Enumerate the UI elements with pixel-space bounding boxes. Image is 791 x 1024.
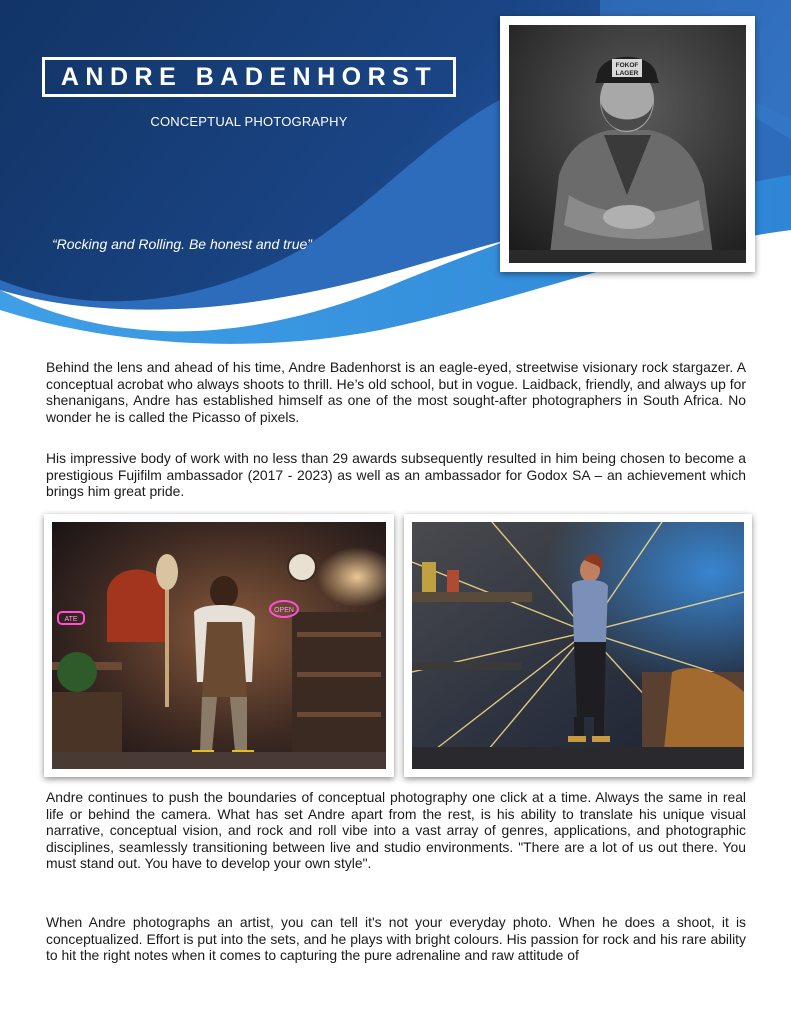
portrait-image [509,25,746,263]
body-paragraph-2: His impressive body of work with no less than 29 awards subsequently resulted in him being chosen to become a prestigious Fujifilm ambassador (2017 - 2023) as well as an ambassador for Godox SA – an achievement which brings him great pride. [46,450,746,500]
body-paragraph-1: Behind the lens and ahead of his time, Andre Badenhorst is an eagle-eyed, streetwise visionary rock stargazer. A conceptual acrobat who always shoots to thrill. He’s old school, but in vogue. Laidback, friendly, and always up for shenanigans, Andre has established himself as one of the most sought-after photographers in South Africa. No wonder he is called the Picasso of pixels. [46,359,746,425]
photo-pizza-chef [44,514,394,777]
body-paragraph-3: Andre continues to push the boundaries of conceptual photography one click at a time. Always the same in real life or behind the camera. What has set Andre apart from the rest, is his ability to translate his unique visual narrative, conceptual vision, and rock and roll vibe into a vast array of genres, applications, and photographic disciplines, seamlessly transitioning between live and studio environments. "There are a lot of us out there. You must stand out. You have to develop your own style". [46,789,746,872]
subtitle: CONCEPTUAL PHOTOGRAPHY [150,114,348,129]
light-beams-image [412,522,744,769]
cap-text-1: FOKOF [615,62,639,69]
photo-light-beams [404,514,752,777]
cap-text-2: LAGER [615,70,639,77]
pizza-chef-image [52,522,386,769]
body-paragraph-4: When Andre photographs an artist, you can tell it's not your everyday photo. When he does a shoot, it is conceptualized. Effort is put into the sets, and he plays with bright colours. His passion for rock and his rare ability to hit the right notes when it comes to capturing the pure adrenaline and raw attitude of [46,914,746,964]
neon-sign-2: OPEN [274,607,294,614]
portrait-photo [500,16,755,272]
name-title-box [42,57,456,97]
neon-sign-1: ATE [64,616,78,623]
photographer-name: ANDRE BADENHORST [60,62,438,91]
quote: “Rocking and Rolling. Be honest and true” [52,236,312,252]
